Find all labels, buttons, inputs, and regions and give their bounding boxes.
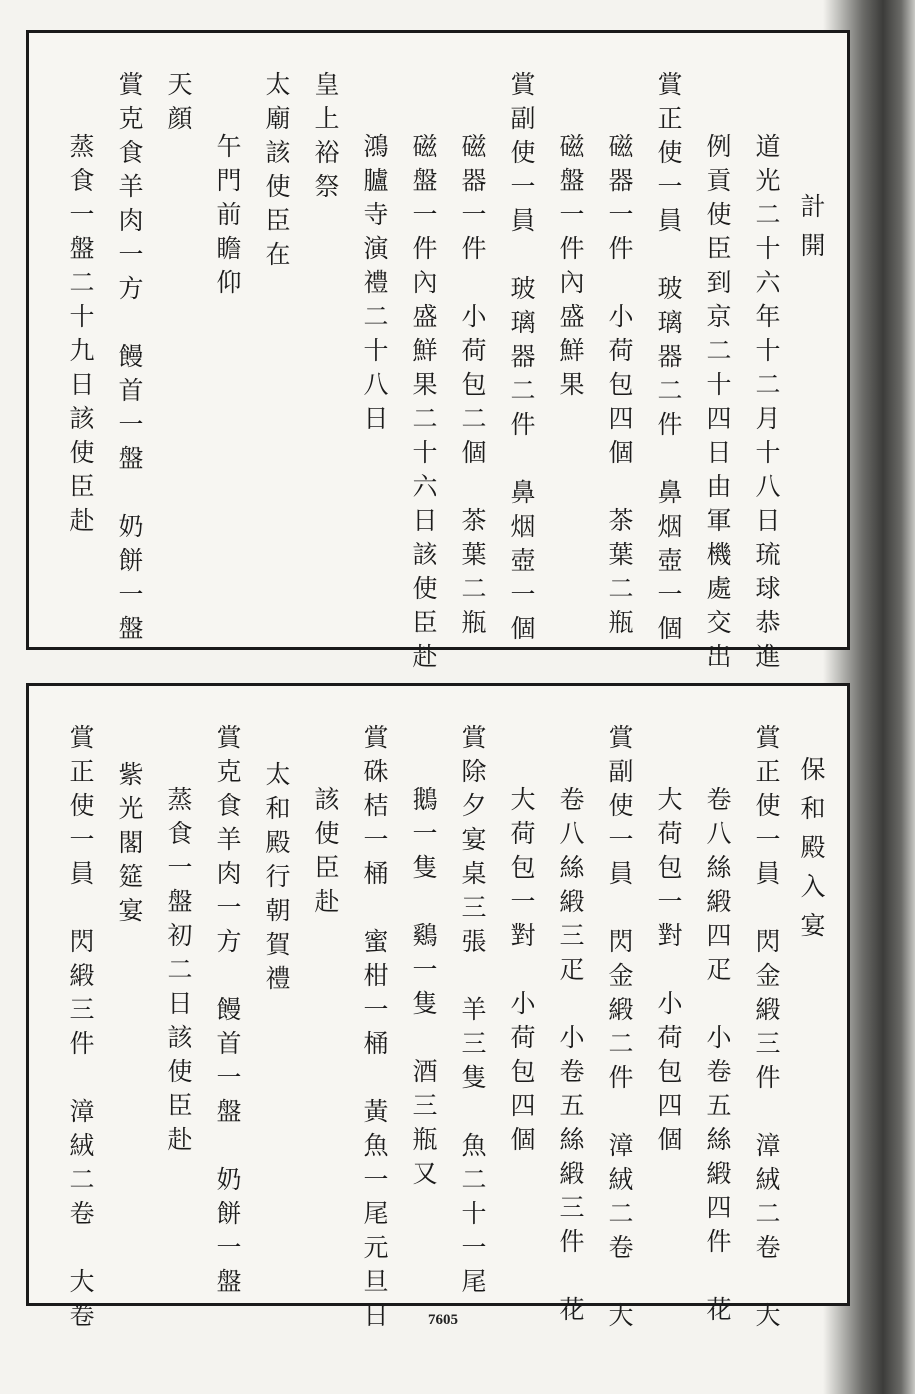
text-column-4: 大荷包一對 小荷包四個 bbox=[654, 786, 683, 1160]
text-column-9: 鵝一隻 鷄一隻 酒三瓶又 bbox=[409, 786, 438, 1194]
text-column-11: 該使臣赴 bbox=[311, 786, 340, 922]
text-column-15: 賞克食羊肉一方 饅首一盤 奶餅一盤 bbox=[115, 71, 144, 649]
text-column-3: 卷八絲緞四疋 小卷五絲緞四件 花 bbox=[703, 786, 732, 1330]
text-column-12: 太和殿行朝賀禮 bbox=[262, 761, 291, 999]
page-number: 7605 bbox=[428, 1312, 458, 1328]
text-column-13: 午門前瞻仰 bbox=[213, 133, 242, 303]
text-column-10: 鴻臚寺演禮二十八日 bbox=[360, 133, 389, 439]
text-column-11: 皇上裕祭 bbox=[311, 71, 340, 207]
text-column-2: 賞正使一員 閃金緞三件 漳絨二卷 大 bbox=[752, 724, 781, 1336]
text-column-13: 賞克食羊肉一方 饅首一盤 奶餅一盤 bbox=[213, 724, 242, 1302]
text-column-8: 磁器一件 小荷包二個 茶葉二瓶 bbox=[458, 133, 487, 643]
text-column-5: 賞副使一員 閃金緞二件 漳絨二卷 大 bbox=[605, 724, 634, 1336]
document-panel-top bbox=[26, 30, 850, 677]
text-column-7: 大荷包一對 小荷包四個 bbox=[507, 786, 536, 1160]
text-column-9: 磁盤一件內盛鮮果二十六日該使臣赴 bbox=[409, 133, 438, 677]
text-column-16: 蒸食一盤二十九日該使臣赴 bbox=[66, 133, 95, 541]
text-column-15: 紫光閣筵宴 bbox=[115, 761, 144, 931]
text-column-6: 磁盤一件內盛鮮果 bbox=[556, 133, 585, 405]
text-column-5: 磁器一件 小荷包四個 茶葉二瓶 bbox=[605, 133, 634, 643]
text-column-8: 賞除夕宴桌三張 羊三隻 魚二十一尾 bbox=[458, 724, 487, 1302]
text-column-16: 賞正使一員 閃緞三件 漳絨二卷 大卷 bbox=[66, 724, 95, 1336]
text-column-3: 例貢使臣到京二十四日由軍機處交出 bbox=[703, 133, 732, 677]
text-column-14: 蒸食一盤初二日該使臣赴 bbox=[164, 786, 193, 1160]
text-column-10: 賞硃桔一桶 蜜柑一桶 黃魚一尾元旦日 bbox=[360, 724, 389, 1336]
text-column-6: 卷八絲緞三疋 小卷五絲緞三件 花 bbox=[556, 786, 585, 1330]
text-column-14: 天顔 bbox=[164, 71, 193, 139]
text-column-7: 賞副使一員 玻璃器二件 鼻烟壺一個 bbox=[507, 71, 536, 649]
text-column-2: 道光二十六年十二月十八日琉球恭進 bbox=[752, 133, 781, 677]
text-column-4: 賞正使一員 玻璃器二件 鼻烟壺一個 bbox=[654, 71, 683, 649]
text-column-12: 太廟該使臣在 bbox=[262, 71, 291, 275]
text-column-1: 保和殿入宴 bbox=[797, 756, 826, 951]
text-column-1: 計開 bbox=[797, 193, 826, 271]
